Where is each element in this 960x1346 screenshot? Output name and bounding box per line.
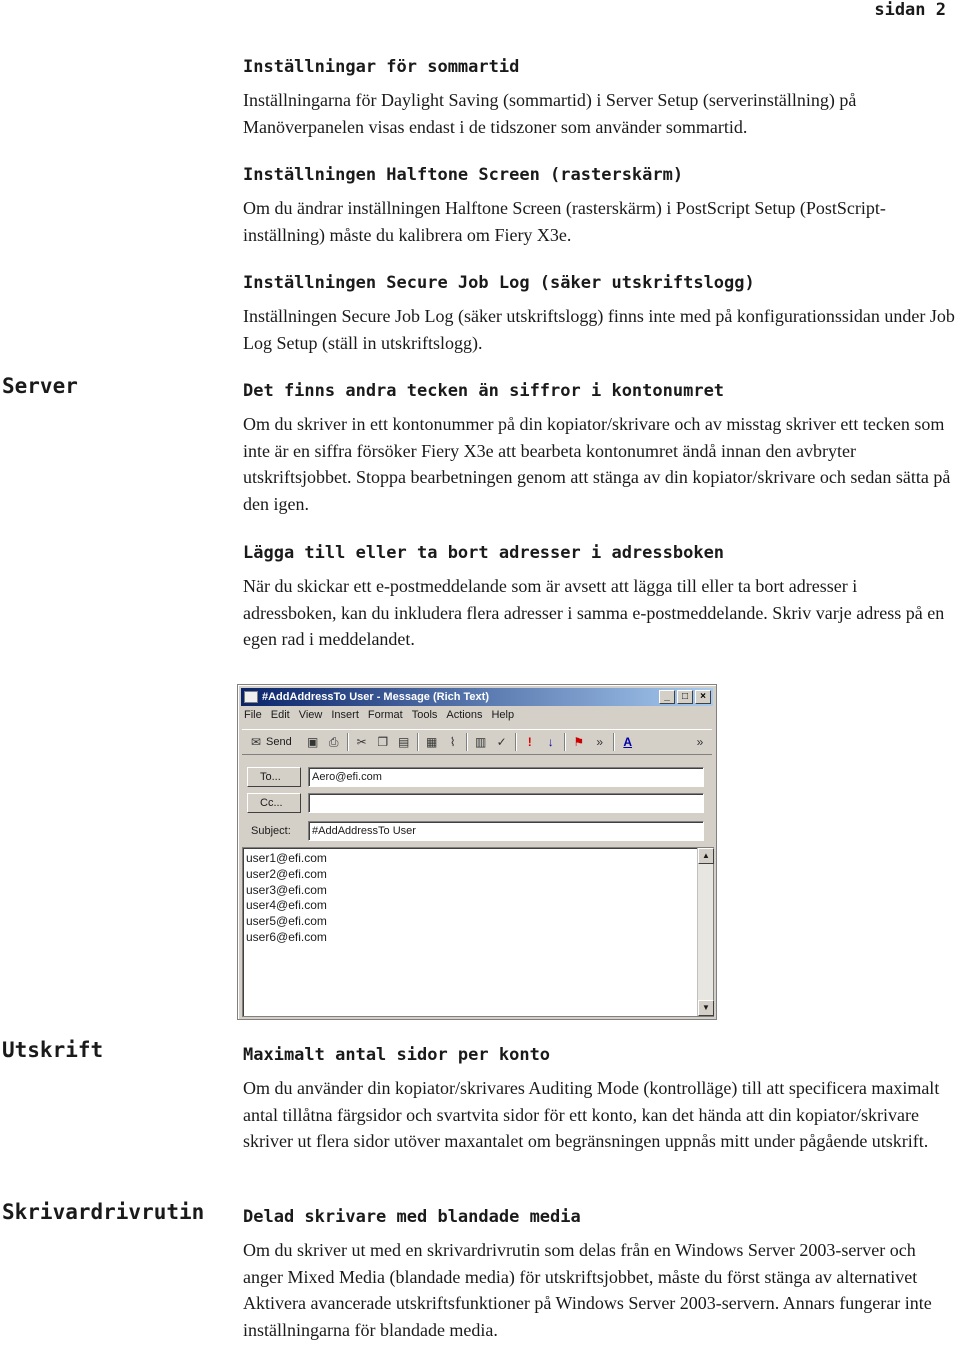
section-halftone	[243, 164, 955, 248]
toolbar-separator	[466, 733, 468, 751]
flag-icon[interactable]: ⚑	[573, 735, 585, 749]
cc-button[interactable]: Cc...	[247, 793, 301, 813]
close-button[interactable]: ×	[695, 690, 711, 704]
menu-edit[interactable]: Edit	[270, 709, 290, 721]
menu-help[interactable]: Help	[491, 709, 515, 721]
toolbar-separator	[347, 733, 349, 751]
send-label: Send	[266, 736, 292, 748]
print-icon[interactable]: ⎙	[328, 735, 339, 749]
to-button[interactable]: To...	[247, 767, 301, 787]
body-line: user3@efi.com	[246, 882, 327, 897]
low-importance-icon[interactable]: ↓	[547, 735, 554, 749]
section-heading: Inställningen Halftone Screen (rasterskärm)	[243, 165, 684, 185]
address-book-icon[interactable]: ▥	[475, 735, 487, 749]
body-line: user2@efi.com	[246, 866, 327, 881]
menu-tools[interactable]: Tools	[411, 709, 438, 721]
section-body: När du skickar ett e-postmeddelande som är avsett att lägga till eller ta bort adresser i adressboken, kan du inkludera flera adresser i samma e-postmeddelande. Skriv varje adress på en egen rad i meddelandet.	[243, 576, 945, 649]
scroll-down-icon[interactable]: ▼	[698, 1000, 714, 1016]
window-titlebar	[241, 688, 713, 706]
toolbar	[242, 729, 712, 755]
menu-insert[interactable]: Insert	[331, 709, 359, 721]
toolbar-separator	[515, 733, 517, 751]
email-window	[237, 684, 717, 1020]
message-body[interactable]	[242, 847, 714, 1017]
side-label-server: Server	[2, 374, 78, 398]
section-sommartid	[243, 56, 955, 140]
section-kontonummer	[243, 380, 955, 517]
section-heading: Inställningen Secure Job Log (säker utskriftslogg)	[243, 273, 755, 293]
window-title: #AddAddressTo User - Message (Rich Text)	[262, 691, 489, 703]
check-names-icon[interactable]: ✓	[496, 735, 507, 749]
menu-bar	[244, 709, 514, 721]
section-body: Inställningarna för Daylight Saving (sommartid) i Server Setup (serverinställning) på Manöverpanelen visas endast i de tidszoner som använder sommartid.	[243, 90, 857, 137]
section-heading: Lägga till eller ta bort adresser i adressboken	[243, 543, 725, 563]
attach-icon[interactable]: ⌇	[449, 735, 456, 749]
save-icon[interactable]: ▣	[307, 735, 319, 749]
section-secure-job-log	[243, 272, 955, 356]
send-icon: ✉	[250, 735, 262, 749]
send-button[interactable]	[248, 734, 292, 750]
body-line: user5@efi.com	[246, 914, 327, 929]
vertical-scrollbar[interactable]	[697, 848, 713, 1016]
side-label-utskrift: Utskrift	[2, 1038, 104, 1062]
subject-label: Subject:	[251, 825, 291, 837]
body-line: user4@efi.com	[246, 898, 327, 913]
menu-file[interactable]: File	[244, 709, 262, 721]
high-importance-icon[interactable]: !	[527, 735, 532, 749]
section-heading: Delad skrivare med blandade media	[243, 1207, 581, 1227]
menu-actions[interactable]: Actions	[446, 709, 483, 721]
page-number: sidan 2	[874, 0, 946, 20]
scroll-up-icon[interactable]: ▲	[698, 848, 714, 864]
section-adressboken	[243, 542, 955, 653]
section-heading: Maximalt antal sidor per konto	[243, 1045, 551, 1065]
cc-field[interactable]	[308, 793, 704, 813]
section-maximalt-antal	[243, 1044, 955, 1155]
toolbar-more-icon[interactable]: »	[696, 735, 704, 749]
side-label-skrivardrivrutin: Skrivardrivrutin	[2, 1200, 205, 1224]
menu-format[interactable]: Format	[367, 709, 403, 721]
toolbar-separator	[613, 733, 615, 751]
section-heading: Det finns andra tecken än siffror i kontonumret	[243, 381, 725, 401]
insert-file-icon[interactable]: ▦	[426, 735, 438, 749]
menu-view[interactable]: View	[298, 709, 323, 721]
body-line: user1@efi.com	[246, 851, 327, 865]
copy-icon[interactable]: ❐	[377, 735, 389, 749]
to-field[interactable]: Aero@efi.com	[308, 767, 704, 787]
section-body: Om du ändrar inställningen Halftone Screen (rasterskärm) i PostScript Setup (PostScript-inställning) måste du kalibrera om Fiery X3e.	[243, 198, 886, 245]
section-heading: Inställningar för sommartid	[243, 57, 520, 77]
section-body: Om du använder din kopiator/skrivares Auditing Mode (kontrolläge) till att specificera maximalt antal tillåtna färgsidor och svartvita sidor för ett konto, kan det hända att din kopiator/skrivare skriver ut flera sidor utöver maxantalet om begränsningen uppnås mitt under pågående utskrift.	[243, 1078, 940, 1151]
toolbar-separator	[417, 733, 419, 751]
envelope-icon	[244, 691, 258, 703]
section-body: Om du skriver in ett kontonummer på din kopiator/skrivare och av misstag skriver ett tecken som inte är en siffra försöker Fiery X3e att bearbeta kontonumret ändå innan den avbryter utskriftsjobbet. Stoppa bearbetningen genom att stänga av din kopiator/skrivare och sedan sätta på den igen.	[243, 414, 951, 514]
section-delad-skrivare	[243, 1206, 955, 1343]
maximize-button[interactable]: □	[677, 690, 693, 704]
section-body: Om du skriver ut med en skrivardrivrutin som delas från en Windows Server 2003-server och anger Mixed Media (blandade media) för utskriftsjobbet, måste du först stänga av alternativet Aktivera avancerade utskriftsfunktioner på Windows Server 2003-servern. Annars fungerar inte inställningarna för blandade media.	[243, 1240, 932, 1340]
subject-field[interactable]: #AddAddressTo User	[308, 821, 704, 841]
toolbar-more-icon[interactable]: »	[596, 735, 604, 749]
toolbar-separator	[564, 733, 566, 751]
body-line: user6@efi.com	[246, 929, 327, 944]
paste-icon[interactable]: ▤	[398, 735, 410, 749]
minimize-button[interactable]: _	[659, 690, 675, 704]
cut-icon[interactable]: ✂	[356, 735, 367, 749]
font-color-icon[interactable]: A	[623, 735, 633, 749]
section-body: Inställningen Secure Job Log (säker utskriftslogg) finns inte med på konfigurationssidan under Job Log Setup (ställ in utskriftslogg).	[243, 306, 955, 353]
